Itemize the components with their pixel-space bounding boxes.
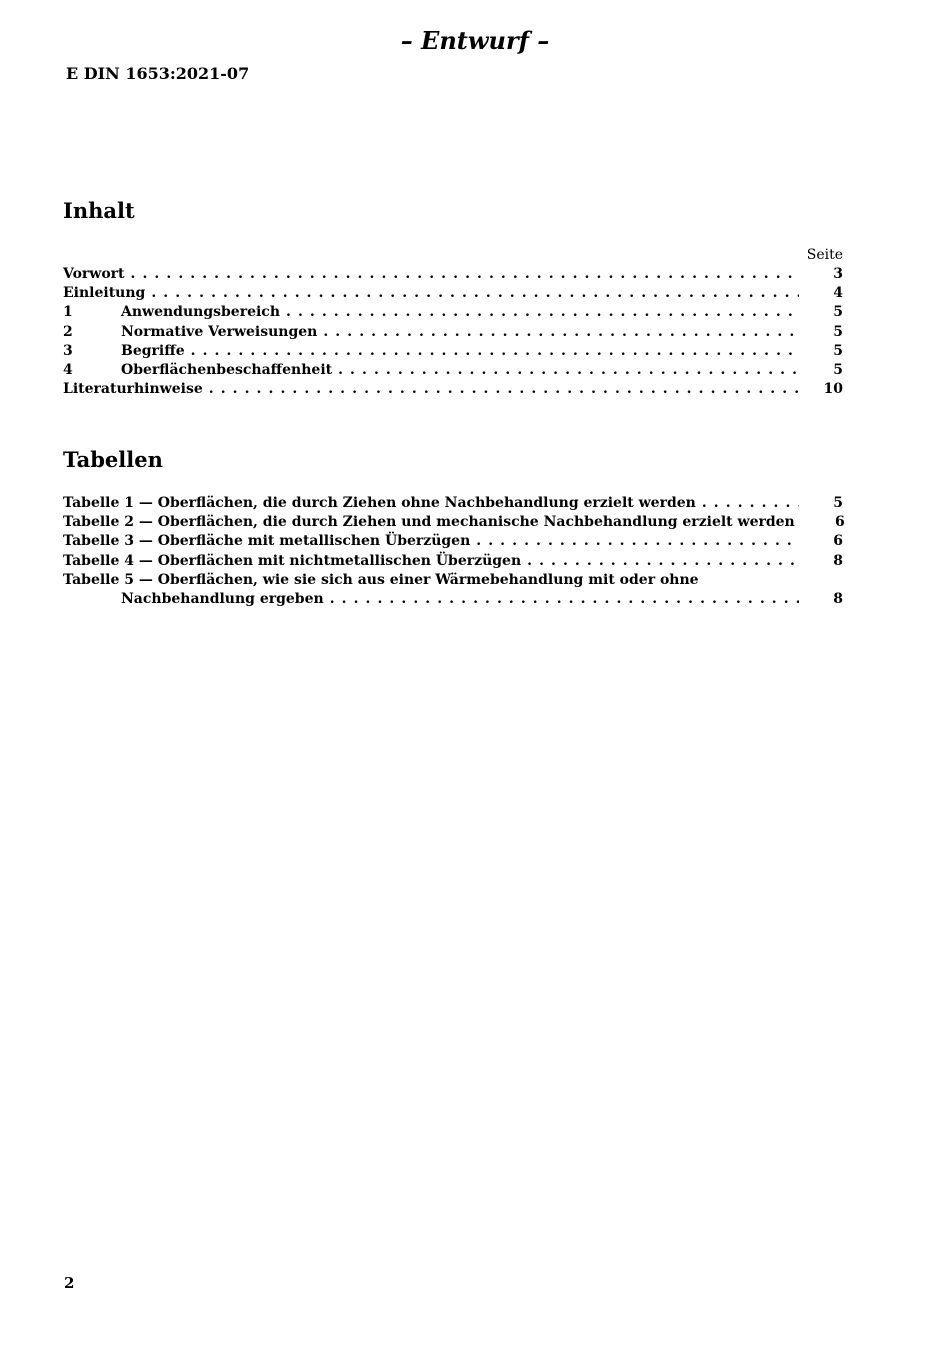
toc-entry-oberflaechenbeschaffenheit[interactable] <box>63 361 843 380</box>
toc-entry-title: Begriffe <box>121 342 185 359</box>
toc-entry-literaturhinweise[interactable] <box>63 380 843 399</box>
toc-entry-title: Vorwort <box>63 266 125 282</box>
toc-leader-dots <box>476 532 799 551</box>
toc-entry-page: 4 <box>833 285 843 302</box>
table-entry-title-continued: Nachbehandlung ergeben <box>121 590 324 607</box>
toc-entry-page: 3 <box>833 266 843 282</box>
tables-heading: Tabellen <box>63 447 163 472</box>
toc-leader-dots <box>209 380 799 399</box>
table-entry-3[interactable] <box>63 532 843 551</box>
toc-leader-dots <box>323 323 799 342</box>
toc-entry-normative-verweisungen[interactable] <box>63 323 843 342</box>
table-entry-5-continued[interactable] <box>63 590 843 609</box>
table-entry-page: 8 <box>833 552 843 569</box>
table-entry-page: 6 <box>833 533 843 550</box>
table-entry-5[interactable] <box>63 571 843 590</box>
toc-entry-page: 5 <box>833 361 843 378</box>
draft-banner: – Entwurf – <box>400 26 550 55</box>
toc-entry-vorwort[interactable] <box>63 265 843 284</box>
table-entry-page: 8 <box>833 590 843 607</box>
table-entry-4[interactable] <box>63 552 843 571</box>
toc-entry-number: 3 <box>63 342 73 359</box>
toc-entry-number: 1 <box>63 304 73 321</box>
toc-entry-page: 5 <box>833 342 843 359</box>
table-entry-title: Tabelle 5 — Oberflächen, wie sie sich aus einer Wärmebehandlung mit oder ohne <box>63 571 699 588</box>
document-id: E DIN 1653:2021-07 <box>66 64 250 83</box>
table-entry-page: 5 <box>833 495 843 511</box>
toc-leader-dots <box>702 494 799 513</box>
toc-leader-dots <box>330 590 799 609</box>
table-entry-title: Tabelle 3 — Oberfläche mit metallischen Überzügen <box>63 533 471 550</box>
table-entry-1[interactable] <box>63 494 843 513</box>
toc-entry-title: Literaturhinweise <box>63 381 203 398</box>
page-column-label: Seite <box>806 247 843 263</box>
toc-leader-dots <box>131 265 799 284</box>
list-of-tables <box>63 494 843 609</box>
page-number: 2 <box>64 1274 75 1292</box>
toc-entry-title: Anwendungsbereich <box>121 304 280 321</box>
toc-entry-title: Normative Verweisungen <box>121 323 318 340</box>
table-entry-title: Tabelle 1 — Oberflächen, die durch Ziehen ohne Nachbehandlung erzielt werden <box>63 495 696 511</box>
toc-entry-einleitung[interactable] <box>63 284 843 303</box>
table-entry-title: Tabelle 2 — Oberflächen, die durch Ziehen und mechanische Nachbehandlung erzielt werden <box>63 514 795 531</box>
toc-entry-page: 5 <box>833 304 843 321</box>
toc-entry-page: 10 <box>823 381 843 398</box>
toc-entry-title: Oberflächenbeschaffenheit <box>121 361 333 378</box>
toc-leader-dots <box>191 342 799 361</box>
toc-leader-dots <box>338 361 799 380</box>
toc-entry-anwendungsbereich[interactable] <box>63 303 843 322</box>
toc-entry-begriffe[interactable] <box>63 342 843 361</box>
toc-entry-number: 2 <box>63 323 73 340</box>
toc-entry-page: 5 <box>833 323 843 340</box>
toc-entry-title: Einleitung <box>63 285 146 302</box>
table-of-contents <box>63 246 843 399</box>
table-entry-title: Tabelle 4 — Oberflächen mit nichtmetallischen Überzügen <box>63 552 522 569</box>
toc-leader-dots <box>286 303 799 322</box>
table-entry-page: 6 <box>834 514 845 531</box>
toc-leader-dots <box>151 284 799 303</box>
contents-heading: Inhalt <box>63 198 135 223</box>
table-entry-2[interactable] <box>63 513 843 532</box>
toc-entry-number: 4 <box>63 361 73 378</box>
toc-leader-dots <box>527 552 799 571</box>
